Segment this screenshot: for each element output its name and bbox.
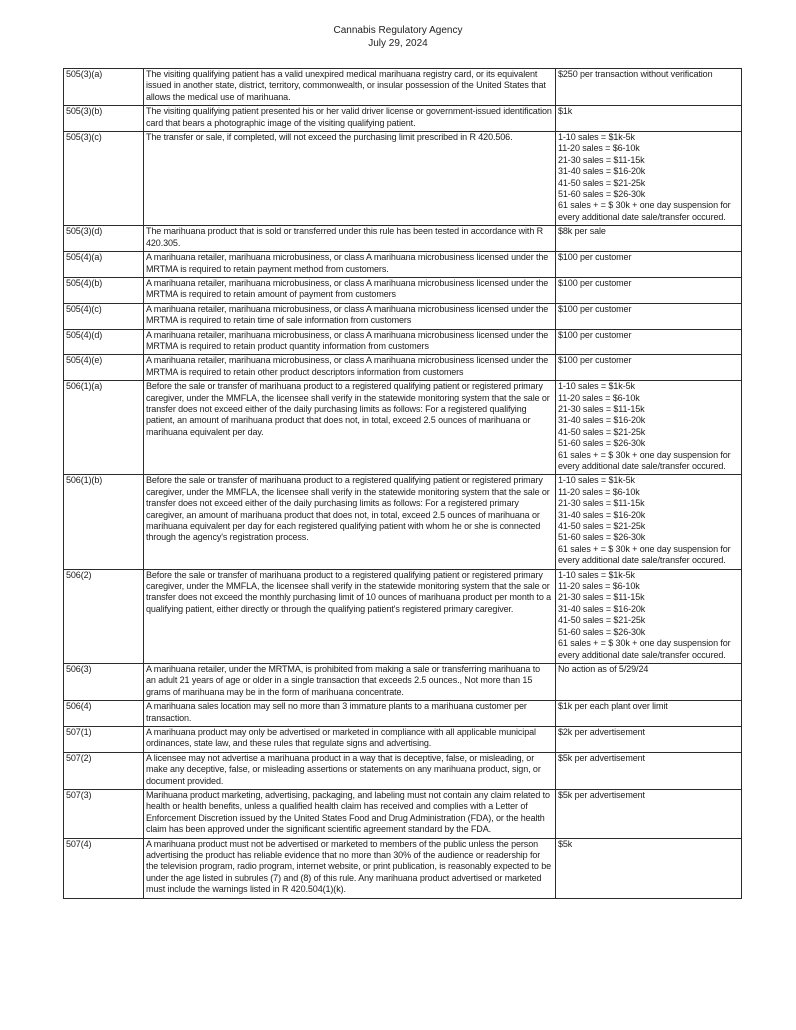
description-cell: The visiting qualifying patient has a valid unexpired medical marihuana registry card, or its equivalent issued in another state, district, territory, commonwealth, or insular possession of the United States that allows the medical use of marihuana. bbox=[144, 69, 556, 106]
penalty-cell bbox=[556, 132, 742, 226]
penalty-cell: $1k per each plant over limit bbox=[556, 701, 742, 727]
rules-table-body bbox=[64, 69, 742, 899]
penalty-cell: $5k per advertisement bbox=[556, 752, 742, 789]
penalty-line: 61 sales + = $ 30k + one day suspension for every additional date sale/transfer occured. bbox=[558, 449, 731, 471]
table-row bbox=[64, 69, 742, 106]
penalty-cell: $250 per transaction without verification bbox=[556, 69, 742, 106]
penalty-line: 11-20 sales = $6-10k bbox=[558, 486, 640, 497]
rule-code-cell: 505(4)(d) bbox=[64, 329, 144, 355]
rule-code-cell: 506(2) bbox=[64, 569, 144, 663]
penalty-line: 11-20 sales = $6-10k bbox=[558, 392, 640, 403]
description-cell: The visiting qualifying patient presented his or her valid driver license or government-issued identification card that bears a photographic image of the visiting qualifying patient. bbox=[144, 106, 556, 132]
penalty-line: 51-60 sales = $26-30k bbox=[558, 532, 646, 543]
rule-code-cell: 505(3)(c) bbox=[64, 132, 144, 226]
rule-code-cell: 506(1)(b) bbox=[64, 475, 144, 569]
penalty-cell: $5k per advertisement bbox=[556, 789, 742, 838]
penalty-cell: $1k bbox=[556, 106, 742, 132]
rule-code-cell: 507(4) bbox=[64, 838, 144, 898]
penalty-line: 41-50 sales = $21-25k bbox=[558, 521, 646, 532]
penalty-line: 1-10 sales = $1k-5k bbox=[558, 132, 635, 143]
table-row bbox=[64, 789, 742, 838]
table-row bbox=[64, 752, 742, 789]
rule-code-cell: 506(4) bbox=[64, 701, 144, 727]
penalty-cell: $100 per customer bbox=[556, 329, 742, 355]
description-cell: A marihuana product must not be advertised or marketed to members of the public unless the person advertising the product has reliable evidence that no more than 30% of the audience or readership for the television program, radio program, internet website, or print publication, is reasonably expected to be under the age listed in subrules (7) and (8) of this rule. Any marihuana product advertised or marketed must include the warnings listed in R 420.504(1)(k). bbox=[144, 838, 556, 898]
penalty-line: 31-40 sales = $16-20k bbox=[558, 415, 646, 426]
document-header bbox=[0, 24, 796, 50]
penalty-line: 61 sales + = $ 30k + one day suspension for every additional date sale/transfer occured. bbox=[558, 200, 731, 222]
rule-code-cell: 507(2) bbox=[64, 752, 144, 789]
description-cell: A marihuana retailer, marihuana microbusiness, or class A marihuana microbusiness licensed under the MRTMA is required to retain other product descriptors information from customers bbox=[144, 355, 556, 381]
table-row bbox=[64, 355, 742, 381]
table-row bbox=[64, 701, 742, 727]
penalty-cell: $100 per customer bbox=[556, 355, 742, 381]
penalty-rules-table bbox=[63, 68, 742, 899]
description-cell: The marihuana product that is sold or transferred under this rule has been tested in accordance with R 420.305. bbox=[144, 226, 556, 252]
penalty-line: 61 sales + = $ 30k + one day suspension for every additional date sale/transfer occured. bbox=[558, 543, 731, 566]
rule-code-cell: 506(1)(a) bbox=[64, 381, 144, 475]
description-cell: A marihuana product may only be advertised or marketed in compliance with all applicable municipal ordinances, state law, and these rules that regulate signs and advertising. bbox=[144, 726, 556, 752]
penalty-cell: $5k bbox=[556, 838, 742, 898]
penalty-cell: $100 per customer bbox=[556, 303, 742, 329]
description-cell: A marihuana retailer, marihuana microbusiness, or class A marihuana microbusiness licensed under the MRTMA is required to retain product quantity information from customers bbox=[144, 329, 556, 355]
description-cell: A marihuana sales location may sell no more than 3 immature plants to a marihuana customer per transaction. bbox=[144, 701, 556, 727]
rule-code-cell: 505(4)(a) bbox=[64, 252, 144, 278]
penalty-cell bbox=[556, 381, 742, 475]
rule-code-cell: 506(3) bbox=[64, 663, 144, 700]
penalty-line: 1-10 sales = $1k-5k bbox=[558, 381, 635, 392]
description-cell: A marihuana retailer, marihuana microbusiness, or class A marihuana microbusiness licensed under the MRTMA is required to retain payment method from customers. bbox=[144, 252, 556, 278]
rule-code-cell: 505(4)(e) bbox=[64, 355, 144, 381]
penalty-line: 11-20 sales = $6-10k bbox=[558, 581, 640, 592]
rule-code-cell: 507(1) bbox=[64, 726, 144, 752]
penalty-line: 41-50 sales = $21-25k bbox=[558, 177, 646, 188]
penalty-line: 1-10 sales = $1k-5k bbox=[558, 475, 635, 486]
penalty-line: 21-30 sales = $11-15k bbox=[558, 403, 645, 414]
penalty-line: 51-60 sales = $26-30k bbox=[558, 438, 646, 449]
rule-code-cell: 505(4)(c) bbox=[64, 303, 144, 329]
table-row bbox=[64, 329, 742, 355]
table-row bbox=[64, 663, 742, 700]
description-cell: Before the sale or transfer of marihuana product to a registered qualifying patient or registered primary caregiver, under the MMFLA, the licensee shall verify in the statewide monitoring system that the sale or transfer does not exceed the monthly purchasing limit of 10 ounces of marihuana product per month to a qualifying patient, either directly or through the qualifying patient's registered primary caregiver. bbox=[144, 569, 556, 663]
table-row bbox=[64, 303, 742, 329]
rule-code-cell: 507(3) bbox=[64, 789, 144, 838]
document-date: July 29, 2024 bbox=[368, 38, 428, 49]
description-cell: Marihuana product marketing, advertising, packaging, and labeling must not contain any claim related to health or health benefits, unless a qualified health claim has received and complies with a Letter of Enforcement Discretion issued by the United States Food and Drug Administration (FDA), or the health claim has been approved under the significant scientific agreement standard by the FDA. bbox=[144, 789, 556, 838]
penalty-cell: $100 per customer bbox=[556, 277, 742, 303]
table-row bbox=[64, 132, 742, 226]
penalty-line: 31-40 sales = $16-20k bbox=[558, 509, 646, 520]
penalty-line: 21-30 sales = $11-15k bbox=[558, 592, 645, 603]
description-cell: Before the sale or transfer of marihuana product to a registered qualifying patient or registered primary caregiver, under the MMFLA, the licensee shall verify in the statewide monitoring system that the sale or transfer does not exceed either of the daily purchasing limits as follows: For a registered primary caregiver, an amount of marihuana product that does not, in total, exceed 2.5 ounces of marihuana or marihuana equivalent per day for each registered qualifying patient with whom he or she is connected through the agency's registration process. bbox=[144, 475, 556, 569]
description-cell: The transfer or sale, if completed, will not exceed the purchasing limit prescribed in R 420.506. bbox=[144, 132, 556, 226]
description-cell: A marihuana retailer, under the MRTMA, is prohibited from making a sale or transferring marihuana to an adult 21 years of age or older in a single transaction that exceeds 2.5 ounces., Not more than 15 grams of marihuana may be in the form of marihuana concentrate. bbox=[144, 663, 556, 700]
penalty-line: 51-60 sales = $26-30k bbox=[558, 626, 646, 637]
table-row bbox=[64, 277, 742, 303]
penalty-cell: $8k per sale bbox=[556, 226, 742, 252]
table-row bbox=[64, 226, 742, 252]
description-cell: A marihuana retailer, marihuana microbusiness, or class A marihuana microbusiness licensed under the MRTMA is required to retain amount of payment from customers bbox=[144, 277, 556, 303]
table-row bbox=[64, 252, 742, 278]
table-row bbox=[64, 838, 742, 898]
table-row bbox=[64, 726, 742, 752]
table-row bbox=[64, 106, 742, 132]
penalty-cell bbox=[556, 475, 742, 569]
penalty-cell: No action as of 5/29/24 bbox=[556, 663, 742, 700]
rule-code-cell: 505(3)(b) bbox=[64, 106, 144, 132]
penalty-line: 31-40 sales = $16-20k bbox=[558, 603, 646, 614]
table-row bbox=[64, 569, 742, 663]
description-cell: A marihuana retailer, marihuana microbusiness, or class A marihuana microbusiness licensed under the MRTMA is required to retain time of sale information from customers bbox=[144, 303, 556, 329]
penalty-cell bbox=[556, 569, 742, 663]
penalty-line: 61 sales + = $ 30k + one day suspension for every additional date sale/transfer occured. bbox=[558, 638, 731, 660]
rule-code-cell: 505(3)(d) bbox=[64, 226, 144, 252]
agency-title: Cannabis Regulatory Agency bbox=[333, 25, 463, 36]
rule-code-cell: 505(3)(a) bbox=[64, 69, 144, 106]
penalty-line: 41-50 sales = $21-25k bbox=[558, 426, 646, 437]
table-row bbox=[64, 381, 742, 475]
penalty-line: 1-10 sales = $1k-5k bbox=[558, 569, 635, 580]
penalty-line: 11-20 sales = $6-10k bbox=[558, 143, 640, 154]
penalty-line: 41-50 sales = $21-25k bbox=[558, 615, 646, 626]
penalty-cell: $100 per customer bbox=[556, 252, 742, 278]
penalty-line: 51-60 sales = $26-30k bbox=[558, 189, 646, 200]
penalty-line: 31-40 sales = $16-20k bbox=[558, 166, 646, 177]
penalty-line: 21-30 sales = $11-15k bbox=[558, 498, 645, 509]
description-cell: Before the sale or transfer of marihuana product to a registered qualifying patient or registered primary caregiver, under the MMFLA, the licensee shall verify in the statewide monitoring system that the sale or transfer does not exceed either of the daily purchasing limits as follows: For a registered qualifying patient, an amount of marihuana product that does not, in total, exceed 2.5 ounces of marihuana or marihuana equivalent per day. bbox=[144, 381, 556, 475]
penalty-cell: $2k per advertisement bbox=[556, 726, 742, 752]
rule-code-cell: 505(4)(b) bbox=[64, 277, 144, 303]
table-row bbox=[64, 475, 742, 569]
description-cell: A licensee may not advertise a marihuana product in a way that is deceptive, false, or misleading, or make any deceptive, false, or misleading assertions or statements on any marihuana product, sign, or document provided. bbox=[144, 752, 556, 789]
penalty-line: 21-30 sales = $11-15k bbox=[558, 154, 645, 165]
